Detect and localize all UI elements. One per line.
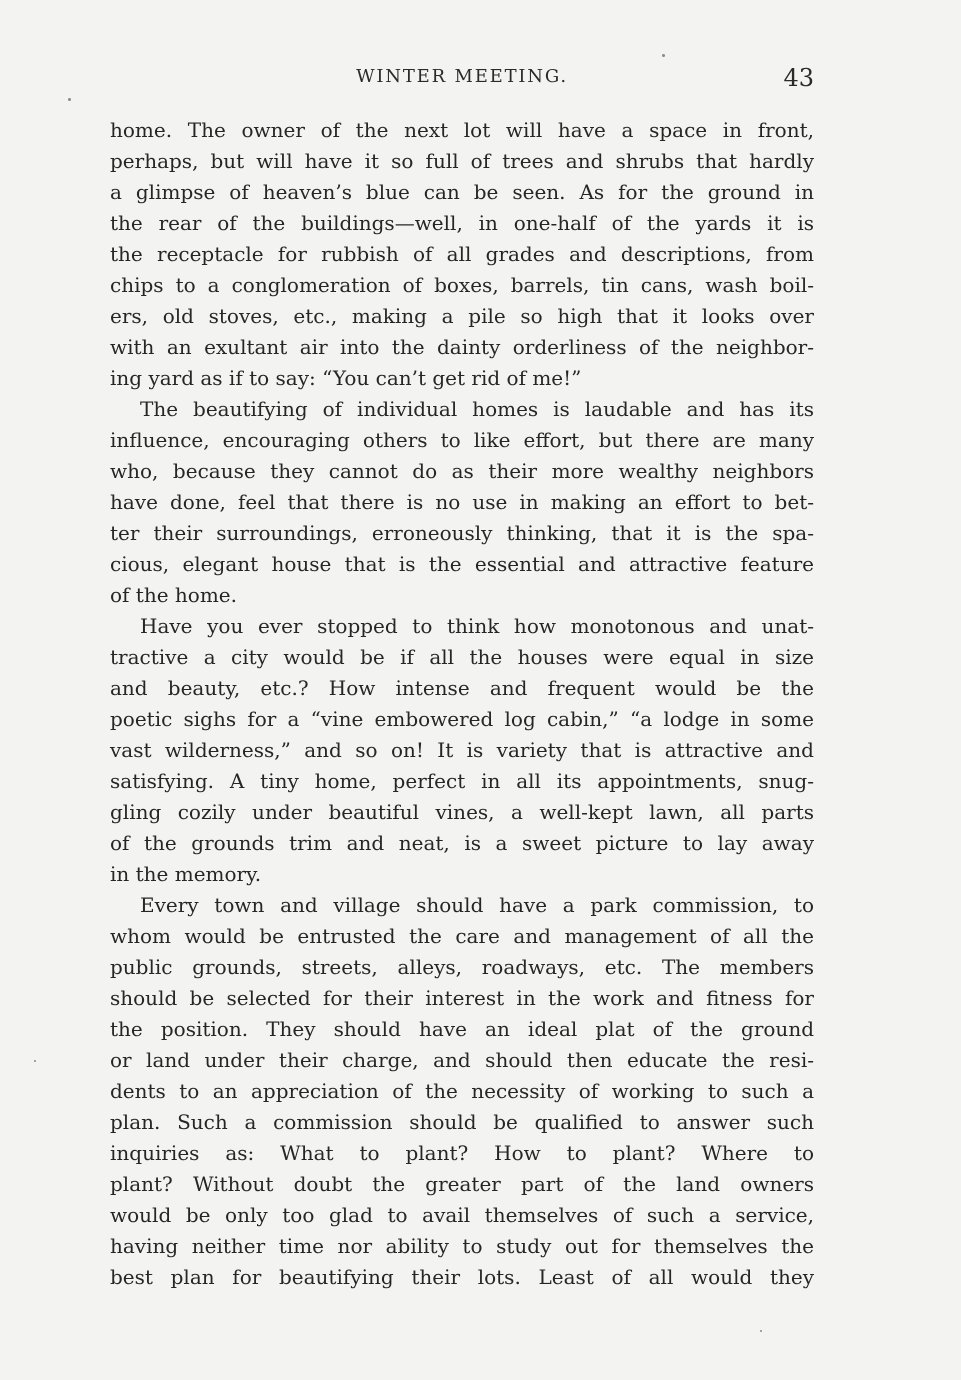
text-line: tractive a city would be if all the houses were equal in size [110, 645, 814, 669]
text-line: the position. They should have an ideal plat of the ground [110, 1017, 814, 1041]
text-line: ing yard as if to say: “You can’t get rid of me!” [110, 366, 582, 390]
paper-speck [34, 1060, 36, 1062]
text-line: or land under their charge, and should then educate the resi- [110, 1048, 814, 1072]
text-line: whom would be entrusted the care and management of all the [110, 924, 814, 948]
text-line: influence, encouraging others to like effort, but there are many [110, 428, 814, 452]
text-line: the receptacle for rubbish of all grades and descriptions, from [110, 242, 814, 266]
text-line: in the memory. [110, 862, 262, 886]
text-line: who, because they cannot do as their more wealthy neighbors [110, 459, 814, 483]
text-line: cious, elegant house that is the essential and attractive feature [110, 552, 814, 576]
running-title: WINTER MEETING. [356, 66, 568, 87]
text-line: of the grounds trim and neat, is a sweet picture to lay away [110, 831, 814, 855]
text-line: have done, feel that there is no use in making an effort to bet- [110, 490, 814, 514]
text-line: chips to a conglomeration of boxes, barrels, tin cans, wash boil- [110, 273, 814, 297]
text-line: satisfying. A tiny home, perfect in all its appointments, snug- [110, 769, 814, 793]
paper-speck [662, 54, 665, 57]
text-line: gling cozily under beautiful vines, a well-kept lawn, all parts [110, 800, 814, 824]
text-line: should be selected for their interest in the work and fitness for [110, 986, 814, 1010]
text-line: public grounds, streets, alleys, roadways, etc. The members [110, 955, 814, 979]
text-line: ers, old stoves, etc., making a pile so high that it looks over [110, 304, 814, 328]
text-line: the rear of the buildings—well, in one-half of the yards it is [110, 211, 814, 235]
text-line: inquiries as: What to plant? How to plant? Where to [110, 1141, 814, 1165]
running-head [110, 64, 814, 96]
text-line: plant? Without doubt the greater part of the land owners [110, 1172, 814, 1196]
text-line: and beauty, etc.? How intense and frequent would be the [110, 676, 814, 700]
text-line: dents to an appreciation of the necessity of working to such a [110, 1079, 814, 1103]
text-line: of the home. [110, 583, 237, 607]
text-line: would be only too glad to avail themselves of such a service, [110, 1203, 814, 1227]
paper-speck [760, 1330, 762, 1332]
text-line: ter their surroundings, erroneously thinking, that it is the spa- [110, 521, 814, 545]
page-number: 43 [783, 64, 814, 92]
body-text [110, 115, 814, 1293]
text-line: poetic sighs for a “vine embowered log cabin,” “a lodge in some [110, 707, 814, 731]
paper-speck [68, 98, 71, 101]
text-line: home. The owner of the next lot will have a space in front, [110, 118, 814, 142]
text-line: a glimpse of heaven’s blue can be seen. As for the ground in [110, 180, 814, 204]
text-line: having neither time nor ability to study out for themselves the [110, 1234, 814, 1258]
text-line: vast wilderness,” and so on! It is variety that is attractive and [110, 738, 814, 762]
text-line: with an exultant air into the dainty orderliness of the neighbor- [110, 335, 814, 359]
text-line: plan. Such a commission should be qualified to answer such [110, 1110, 814, 1134]
text-line: Have you ever stopped to think how monotonous and unat- [140, 614, 814, 638]
text-line: Every town and village should have a park commission, to [140, 893, 814, 917]
text-line: best plan for beautifying their lots. Least of all would they [110, 1265, 814, 1289]
text-line: perhaps, but will have it so full of trees and shrubs that hardly [110, 149, 814, 173]
text-line: The beautifying of individual homes is laudable and has its [140, 397, 814, 421]
